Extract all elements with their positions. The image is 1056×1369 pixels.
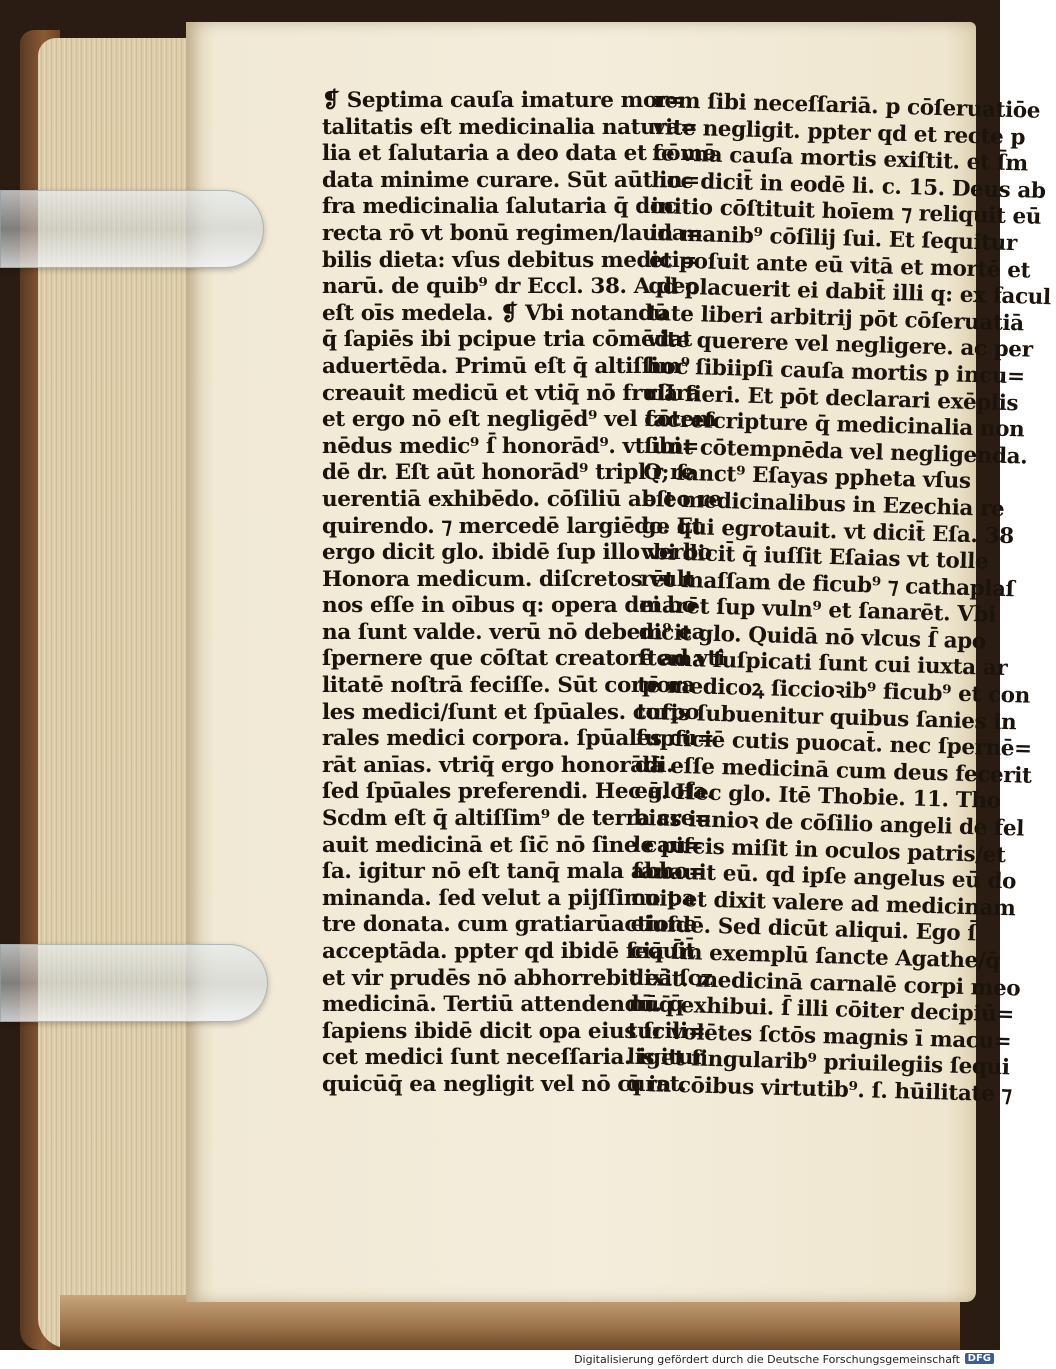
text-line-right: eſt medicinalibus in Ezechia re [642,486,1005,522]
text-line-right: et poſuit ante eū vitā et mortē et [648,247,1031,284]
funding-credit: Digitalisierung gefördert durch die Deutsche Forschungsgemeinschaft [574,1353,960,1366]
text-line-right: cuit et dixit valere ad medicinam [631,885,1016,922]
dfg-logo: DFG [965,1353,994,1364]
text-line-left: quicūq̄ ea negligit vel nō curat. [322,1071,687,1097]
text-line-left: eſt oīs medela. ❡ Vbi notandū [322,300,669,326]
book-binding-bottom [60,1295,960,1350]
text-line-left: uerentiā exhibēdo. cōſiliū ab eo re [322,486,722,512]
text-line-left: cet medici ſunt neceſſaria. igitur [322,1045,705,1071]
text-line-left: et ergo nō eſt negligēd⁹ vel cōtem [322,407,717,433]
text-line-right: vite negligit. ppter qd et recte p [652,114,1026,150]
text-line-left: lia et ſalutaria a deo data et cōmē [322,141,716,167]
text-line-right: ſacreſcripture q̄ medicinalia non [644,407,1025,443]
text-line-left: les medici/ſunt et ſpūales. corpo [322,699,699,725]
text-line-right: tuſis ſubuenitur quibus ſanies in [636,699,1017,736]
text-line-right: rēt maſſam de ficub⁹ ⁊ cathaplaſ [639,566,1015,602]
text-line-right: ciā ſ̄m exemplū ſancte Agathe/q̄ [629,938,1001,974]
text-line-right: rem ſibi neceſſariā. p cōſeruatiōe [653,88,1041,124]
text-line-left: narū. de quib⁹ dr Eccl. 38. A deo [322,274,699,300]
text-line-left: ❡ Septima cauſa imature mor= [322,88,686,113]
text-line-right: ſunt cōtempnēda vel negligenda. [643,433,1028,470]
text-line-right: tur volētes ſctōs magnis ī macu= [627,1018,1012,1055]
page-clamp-bottom [0,944,268,1022]
text-line-left: fra medicinalia ſalutaria q̄ doc [322,194,677,220]
text-line-right: vbi dicit̄ q̄ iuſſit Eſaias vt tolle [640,539,989,575]
text-line-left: q̄ ſapiēs ibi pcipue tria cōmēdat [322,327,692,353]
text-line-right: initio cōſtituit hoīem ⁊ reliquit eū [650,194,1042,231]
page-clamp-top [0,190,264,268]
text-line-left: litatē noſtrā feciſſe. Sūt corpora [322,673,695,699]
text-line-left: minanda. ſed velut a pĳſſimo pa [322,885,696,911]
text-line-right: bias iunioꝛ de cōſilio angeli de fel [633,805,1025,842]
text-line-left: quirendo. ⁊ mercedē largiēdo. Et [322,513,703,539]
text-line-left: ſpernere que cōſtat creatorē ad vti [322,646,725,672]
text-line-right: dā eſſe medicinā cum deus fecerit [634,752,1032,789]
text-line-right: marēt ſup vuln⁹ et ſanarēt. Vbi [639,593,997,629]
text-line-left: creauit medicū et vtiq̄ nō fruſtra [322,380,701,406]
text-line-right: riā fieri. Et pōt declarari exēplis [645,380,1019,416]
text-line-right: in manib⁹ cōſilij ſui. Et ſequitur [649,220,1018,257]
text-line-left: nēdus medic⁹ ſ̄ honorād⁹. vt ibi= [322,433,700,459]
text-line-right: tate liberi arbitrij pōt cōſeruatiā [647,300,1025,337]
text-line-right: hoc dicit̄ in eodē li. c. 15. Deus ab [651,167,1046,204]
text-line-left: aduertēda. Primū eſt q̄ altiſſim⁹ [322,353,690,379]
text-line-right: dicit glo. Quidā nō vlcus ſ̄ apo [638,619,987,655]
text-line-right: qd placuerit ei dabit̄ illi q: ex facul [648,274,1052,311]
text-line-right: nūq̄ exhibui. ſ̄ illi cōiter decipiū= [628,991,1015,1028]
text-line-right: tē medicoꝝ ſiccioꝛib⁹ ficub⁹ et con [636,672,1031,709]
text-line-right: hoc ſibiipſi cauſa mortis p incu= [645,353,1025,390]
footer-bar [0,1352,1000,1369]
text-line-left: bilis dieta: vſus debitus medici= [322,247,698,273]
text-line-right: eā. Hec glo. Itē Thobie. 11. Tho [633,779,1001,815]
text-line-right: Q; ſanct⁹ Eſayas ppheta vſus [642,460,971,495]
text-line-left: auit medicinā et ſic̄ nō ſine cau= [322,832,704,858]
text-line-left: talitatis eſt medicinalia natura= [322,114,698,140]
text-line-right: dixit. medicinā carnalē corpi meo [628,965,1021,1002]
text-line-left: Honora medicum. diſcretos vult [322,566,695,592]
text-line-right: q̄ in cōibus virtutib⁹. ſ. hūilitate ⁊ [625,1071,1012,1108]
text-line-right: lis et ſingularib⁹ priuilegiis ſequi [626,1045,1010,1081]
text-line-right: ſanauit eū. qd ipſe angelus eū do [631,858,1017,895]
text-line-left: rales medici corpora. ſpūales cu= [322,726,715,752]
text-line-left: medicinā. Tertiū attendendū. q̄ [322,992,684,1018]
text-line-left: nos eſſe in oībus q: opera dei bo [322,593,696,619]
text-line-right: vite querere vel negligere. ac per [646,327,1033,364]
text-line-right: ge qui egrotauit. vt dicit̄ Eſa. 38 [641,513,1015,549]
text-column-right [625,88,1052,1108]
text-line-left: na ſunt valde. verū nō debem⁹ ea [322,619,706,645]
text-line-right: ſupficiē cutis puocat̄. nec ſpernē= [635,726,1033,763]
text-line-left: ſed ſpūales preferendi. Hec gloſa. [322,779,714,805]
text-line-right: le piſcis miſit in oculos patris/et [632,832,1006,868]
text-line-right: ſe vna cauſa mortis exiſtit. et ſ̄m [651,141,1029,177]
text-line-left: dē dr. Eſt aūt honorād⁹ tripl'r re [322,460,695,486]
text-line-left: ergo dicit glo. ibidē ſup illo verbo [322,540,712,566]
text-line-left: acceptāda. ppter qd ibidē ſequit̄ [322,939,696,964]
text-line-left: et vir prudēs nō abhorrebit eā ſcz [322,965,713,991]
text-line-left: recta rō vt bonū regimen/lauda= [322,220,704,246]
text-line-left: rāt anīas. vtriq̄ ergo honorādi. [322,752,674,778]
text-line-left: tre donata. cum gratiarūactione [322,912,697,938]
text-line-left: data minime curare. Sūt aūt in= [322,167,700,193]
text-line-left: ſapiens ibidē dicit opa eius ſcili= [322,1018,706,1044]
text-line-right: ſtema ſuſpicati ſunt cui iuxta ar [637,646,1008,682]
text-line-right: eiuſdē. Sed dicūt aliqui. Ego ſ̄ [630,912,977,947]
text-line-left: Scdm eſt q̄ altiſſim⁹ de terra cre= [322,806,712,832]
text-line-left: ſa. igitur nō eſt tanq̄ mala abho= [322,859,706,885]
text-column-left [322,88,725,1099]
